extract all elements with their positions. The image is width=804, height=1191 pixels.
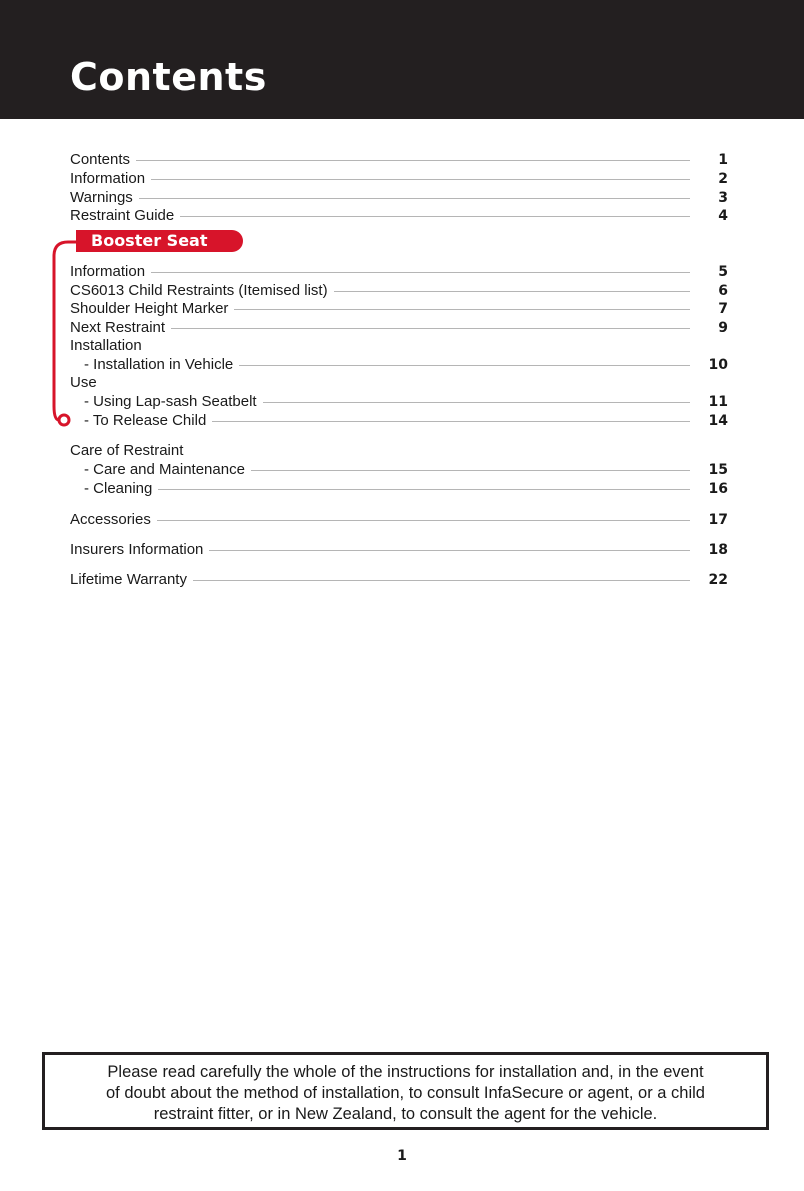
toc-leader — [251, 469, 690, 471]
toc-leader — [239, 364, 690, 366]
toc-entry-label: - Using Lap-sash Seatbelt — [84, 393, 257, 410]
toc-leader — [157, 519, 690, 521]
toc-entry-page: 22 — [708, 572, 728, 588]
toc-entry-page: 1 — [718, 152, 728, 168]
toc-leader — [212, 420, 690, 422]
page-number: 1 — [397, 1148, 407, 1164]
toc-leader — [193, 579, 690, 581]
installation-notice — [42, 1052, 769, 1130]
toc-entry[interactable] — [70, 570, 728, 589]
toc-entry[interactable] — [70, 206, 728, 225]
toc-entry-page: 16 — [708, 481, 728, 497]
toc-entry-page: 15 — [708, 462, 728, 478]
toc-entry[interactable] — [70, 281, 728, 300]
toc-entry-label: Next Restraint — [70, 319, 166, 336]
toc-leader — [139, 197, 690, 199]
toc-entry-label: Restraint Guide — [70, 207, 175, 224]
toc-leader — [334, 290, 690, 292]
toc-subheading: Care of Restraint — [70, 442, 184, 459]
toc-entry-label: Contents — [70, 151, 131, 168]
toc-entry[interactable] — [70, 510, 728, 529]
toc-entry-label: - Installation in Vehicle — [84, 356, 234, 373]
toc-entry-page: 7 — [718, 301, 728, 317]
toc-entry-label: Accessories — [70, 511, 151, 528]
toc-leader — [171, 327, 690, 329]
toc-entry[interactable] — [70, 262, 728, 281]
toc-entry-label: Insurers Information — [70, 541, 204, 558]
toc-entry[interactable] — [70, 392, 728, 411]
toc-leader — [151, 178, 690, 180]
toc-subheading: Use — [70, 374, 97, 391]
toc-leader — [234, 308, 690, 310]
toc-leader — [180, 215, 690, 217]
toc-entry[interactable] — [70, 540, 728, 559]
toc-entry[interactable] — [70, 411, 728, 430]
toc-entry-label: Information — [70, 170, 146, 187]
toc-leader — [263, 401, 690, 403]
section-end-marker — [59, 415, 69, 425]
toc-leader — [209, 549, 690, 551]
toc-entry[interactable] — [70, 188, 728, 207]
toc-entry[interactable] — [70, 169, 728, 188]
toc-subheading: Installation — [70, 337, 142, 354]
toc-entry-label: Warnings — [70, 189, 133, 206]
toc-entry-page: 4 — [718, 208, 728, 224]
toc-entry[interactable] — [70, 355, 728, 374]
toc-entry[interactable] — [70, 299, 728, 318]
page-title: Contents — [70, 55, 267, 99]
notice-line: of doubt about the method of installation, to consult InfaSecure or agent, or a child — [106, 1084, 705, 1102]
toc-entry-page: 2 — [718, 171, 728, 187]
toc-entry[interactable] — [70, 318, 728, 337]
toc-entry-page: 5 — [718, 264, 728, 280]
toc-entry-page: 9 — [718, 320, 728, 336]
toc-entry-page: 10 — [708, 357, 728, 373]
toc-entry-page: 6 — [718, 283, 728, 299]
toc-entry-page: 3 — [718, 190, 728, 206]
notice-line: Please read carefully the whole of the instructions for installation and, in the event — [107, 1063, 704, 1081]
toc-entry-label: Information — [70, 263, 146, 280]
toc-entry-page: 17 — [708, 512, 728, 528]
toc-entry-page: 18 — [708, 542, 728, 558]
toc-entry-page: 14 — [708, 413, 728, 429]
toc-leader — [136, 159, 690, 161]
toc-entry-label: - To Release Child — [84, 412, 207, 429]
toc-entry[interactable] — [70, 479, 728, 498]
toc-entry[interactable] — [70, 150, 728, 169]
toc-entry-label: - Cleaning — [84, 480, 153, 497]
page-header — [0, 0, 804, 119]
toc-entry-page: 11 — [708, 394, 728, 410]
booster-seat-section-badge: Booster Seat — [76, 230, 243, 252]
toc-entry-label: CS6013 Child Restraints (Itemised list) — [70, 282, 328, 299]
toc-leader — [158, 488, 690, 490]
toc-entry-label: Shoulder Height Marker — [70, 300, 229, 317]
notice-line: restraint fitter, or in New Zealand, to consult the agent for the vehicle. — [153, 1105, 658, 1123]
toc-entry[interactable] — [70, 460, 728, 479]
toc-leader — [151, 271, 690, 273]
toc-entry-label: Lifetime Warranty — [70, 571, 187, 588]
toc-entry-label: - Care and Maintenance — [84, 461, 245, 478]
